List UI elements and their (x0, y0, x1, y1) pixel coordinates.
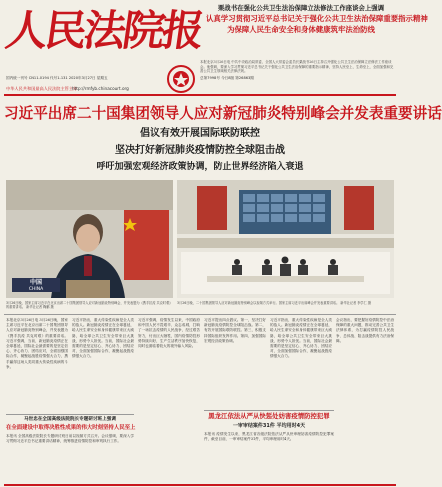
footer-rule (4, 484, 396, 486)
section-rule (4, 314, 396, 315)
lead-body-col-1: 本报北京3月26日电 3月26日晚，国家主席习近平在北京出席二十国集团领导人应对新冠肺炎特别峰会，并发表题为《携手抗疫 共克时艰》的重要讲话。习近平强调，当前，新冠肺炎疫情正在全球蔓延，国际社会最需要的是坚定信心、齐心协力、团结应对，全面加强国际合作，凝聚起战胜疫情强大合力，携手赢得这场人类同重大传染性疾病的斗争。 (6, 318, 68, 369)
masthead-rule (4, 94, 396, 96)
masthead-name: 人民法院报 (2, 6, 205, 55)
bottom-story-subhead: 一审审结案件31件 平均用时4天 (232, 423, 306, 429)
bottom-story-headline: 黑龙江依法从严从快惩处妨害疫情防控犯罪 (208, 412, 330, 420)
photo-badge-en: CHINA (28, 287, 44, 292)
lead-photo-speaker (6, 180, 173, 298)
issue-number: 总第7998号 今日8版 第26863期 (200, 76, 254, 80)
side-story-headline: 在全面建设中取得决胜性成果的伟大时刻坚持人民至上 (6, 425, 136, 431)
lead-subhead-1: 倡议有效开展国际联防联控 (140, 128, 260, 139)
side-story-rule (6, 414, 134, 415)
bottom-story-rule (204, 410, 334, 411)
lead-photo-conference (177, 180, 394, 298)
top-news-headline-1: 认真学习贯彻习近平总书记关于强化公共卫生法治保障重要指示精神 (206, 14, 428, 23)
issue-info: 国内统一刊号 CN11-0194 代号1-131 2020年3月27日 星期五 (6, 76, 108, 80)
photo-speaker-image (6, 180, 173, 298)
side-story-body: 本报讯 全国高级法院院长专题研讨班日前以视频方式召开。会议强调，要深入学习贯彻习近平总书记重要讲话精神，统筹推进疫情防控和审判执行工作。 (6, 434, 134, 444)
lead-body-col-2: 习近平指出，重大传染性疾病是全人类的敌人。新冠肺炎疫情正在全球蔓延，给人民生命安全和身体健康带来巨大威胁，给全球公共卫生安全带来巨大挑战，形势令人担忧。当前，国际社会最需要的是坚定信心、齐心协力、团结应对，全面加强国际合作，凝聚起战胜疫情强大合力。 (72, 318, 134, 359)
top-news-body: 本报北京3月26日电 中共中央政治局常委、全国人大常委会委员长栗战书26日主持召开强化公共卫生法治保障立法修法工作座谈会。他强调，要深入学习贯彻习近平总书记关于强化公共卫生法治保障的重要指示精神，坚持人民至上、生命至上，全面加强和完善公共卫生领域相关法律法规。 (200, 60, 394, 74)
lead-body-col-4: 习近平提出四点倡议。第一，坚决打好新冠肺炎疫情防控全球阻击战。第二，有效开展国际联防联控。第三，积极支持国际组织发挥作用。第四，加强国际宏观经济政策协调。 (204, 318, 266, 343)
caption-left: 3月26日晚，国家主席习近平在北京出席二十国集团领导人应对新冠肺炎特别峰会，并发表题为《携手抗疫 共克时艰》的重要讲话。 新华社记者 鞠鹏 摄 (6, 301, 173, 310)
publisher-line: 中华人民共和国最高人民法院主管主办 (6, 86, 78, 91)
caption-right: 3月26日晚，二十国集团领导人应对新冠肺炎特别峰会以视频方式举行。国家主席习近平出席峰会并发表重要讲话。 新华社记者 李学仁 摄 (177, 301, 371, 305)
emblem-icon (166, 64, 196, 94)
side-story-kicker: 马世忠在全国高级法院院长专题研讨班上强调 (24, 417, 116, 422)
bottom-story-body: 本报讯 疫情发生以来，黑龙江省各级法院依法从严从快审理妨害疫情防控犯罪案件，截至目前，一审审结案件31件，平均审理用时4天。 (204, 432, 334, 442)
lead-body-col-5: 习近平指出，重大传染性疾病是全人类的敌人。新冠肺炎疫情正在全球蔓延，给人民生命安全和身体健康带来巨大威胁，给全球公共卫生安全带来巨大挑战，形势令人担忧。当前，国际社会最需要的是坚定信心、齐心协力、团结应对，全面加强国际合作，凝聚起战胜疫情强大合力。 (270, 318, 332, 359)
lead-subhead-3: 呼吁加强宏观经济政策协调，防止世界经济陷入衰退 (96, 162, 304, 172)
top-news (206, 4, 428, 56)
photo-badge: 中国 (29, 279, 43, 286)
right-col-body: 会议指出，要把握好疫情防控中法治保障的重大问题，推动完善公共卫生法律体系，为打赢疫情防控人民战争、总体战、阻击战提供有力法治保障。 (336, 318, 394, 343)
lead-body-col-3: 习近平强调，疫情发生以来，中国政府和中国人民不畏艰辛、众志成城，打响了一场抗击疫情的人民战争，经过艰苦努力，付出巨大牺牲，国内疫情防控形势持续向好，生产生活秩序加快恢复，同时也面临着较大的境外输入风险。 (138, 318, 200, 349)
lead-subhead-2: 坚决打好新冠肺炎疫情防控全球阻击战 (115, 145, 285, 156)
top-news-kicker: 栗战书在强化公共卫生法治保障立法修法工作座谈会上强调 (217, 4, 385, 12)
site-url[interactable]: http://rmfyb.chinacourt.org (72, 86, 129, 91)
photo-conference-image (177, 180, 394, 298)
top-news-headline-2: 为保障人民生命安全和身体健康筑牢法治防线 (227, 25, 375, 34)
lead-headline: 习近平出席二十国集团领导人应对新冠肺炎特别峰会并发表重要讲话 (4, 105, 442, 122)
